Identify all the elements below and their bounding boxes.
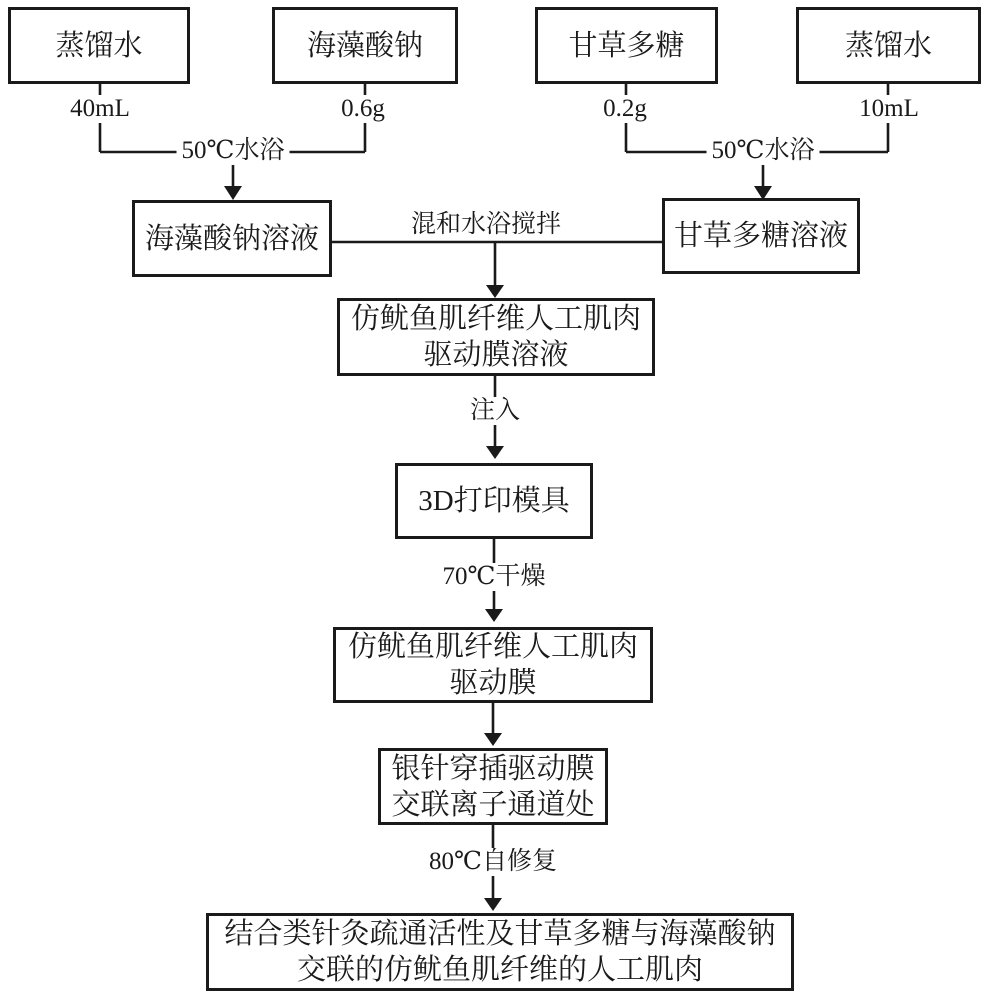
node-licorice-solution: 甘草多糖溶液 xyxy=(662,198,860,274)
node-distilled-water-left: 蒸馏水 xyxy=(8,7,190,84)
node-silver-needle: 银针穿插驱动膜 交联离子通道处 xyxy=(378,748,608,825)
arrowhead-self-heal xyxy=(484,898,502,911)
arrowhead-left-merge xyxy=(224,186,242,200)
label-dry: 70℃干燥 xyxy=(438,563,551,591)
node-licorice-polysaccharide: 甘草多糖 xyxy=(535,7,718,84)
label-self-heal: 80℃自修复 xyxy=(424,848,562,876)
node-sodium-alginate: 海藻酸钠 xyxy=(272,7,458,84)
label-water-bath-right: 50℃水浴 xyxy=(707,137,820,165)
node-membrane: 仿鱿鱼肌纤维人工肌肉 驱动膜 xyxy=(333,627,653,703)
label-amount-water-left: 40mL xyxy=(65,95,135,123)
node-sodium-alginate-solution: 海藻酸钠溶液 xyxy=(132,200,332,277)
arrowhead-mix xyxy=(486,285,504,298)
label-mix-stir: 混和水浴搅拌 xyxy=(410,211,562,238)
node-3d-printed-mold: 3D打印模具 xyxy=(395,463,593,539)
label-amount-alginate: 0.6g xyxy=(336,95,390,123)
arrowhead-needle xyxy=(484,733,502,746)
label-inject: 注入 xyxy=(465,397,525,425)
arrowhead-dry xyxy=(485,609,503,622)
label-amount-licorice: 0.2g xyxy=(598,95,652,123)
node-distilled-water-right: 蒸馏水 xyxy=(796,7,981,84)
arrowhead-inject xyxy=(486,446,504,459)
node-final-product: 结合类针灸疏通活性及甘草多糖与海藻酸钠 交联的仿鱿鱼肌纤维的人工肌肉 xyxy=(206,913,794,991)
node-membrane-solution: 仿鱿鱼肌纤维人工肌肉 驱动膜溶液 xyxy=(337,298,655,376)
label-amount-water-right: 10mL xyxy=(854,95,924,123)
label-water-bath-left: 50℃水浴 xyxy=(177,137,290,165)
